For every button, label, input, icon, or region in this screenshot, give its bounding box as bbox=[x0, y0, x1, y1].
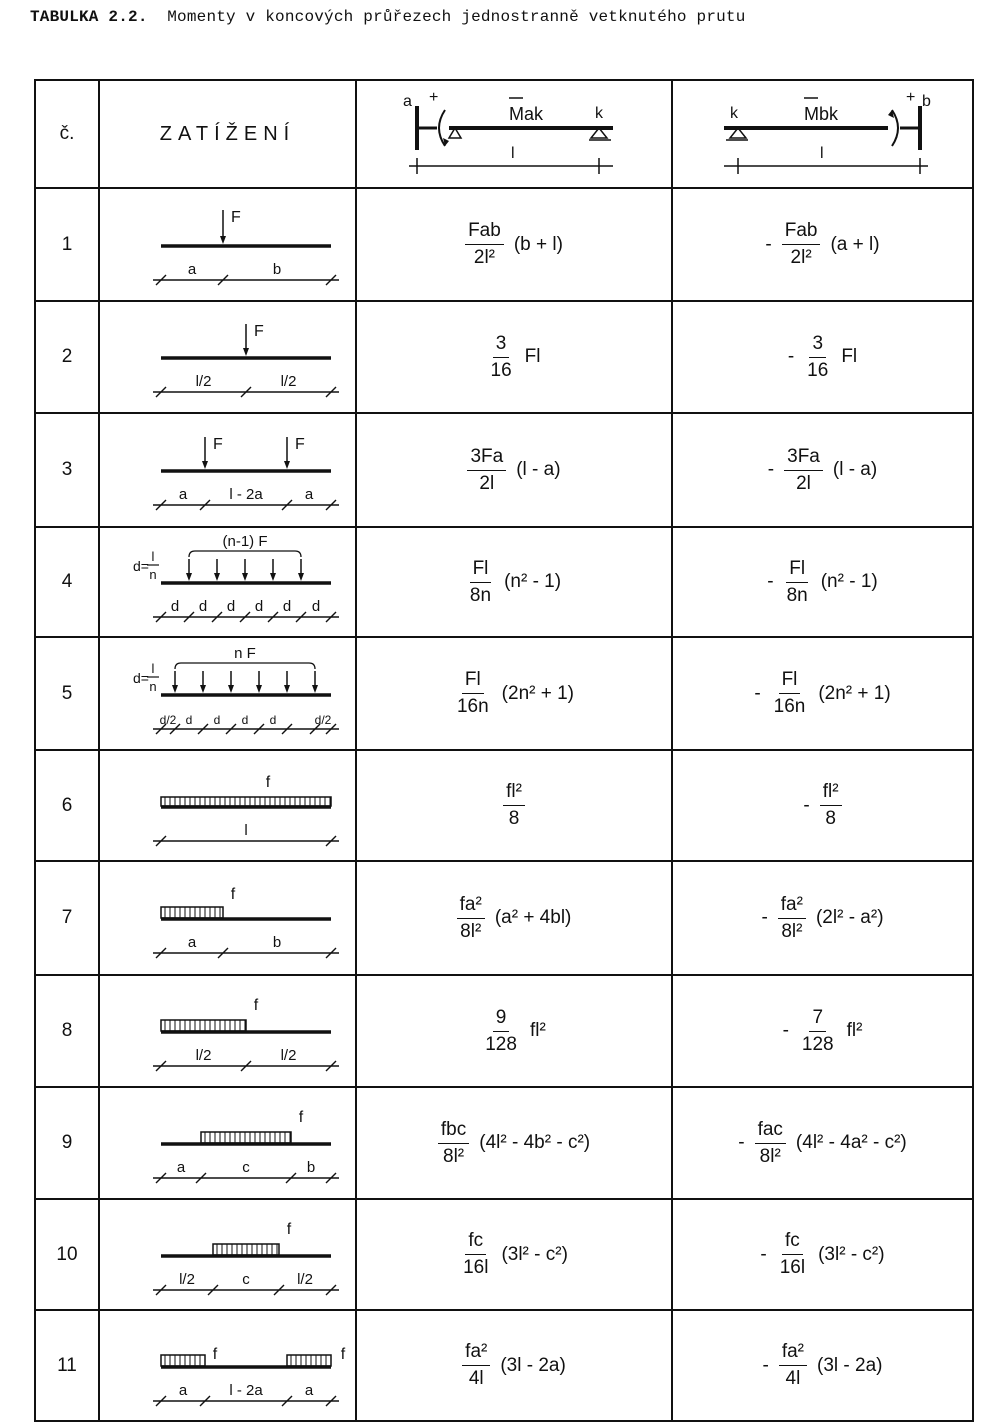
dimension-label: b bbox=[272, 934, 281, 951]
moment-bk bbox=[672, 861, 973, 975]
numerator: fa² bbox=[462, 1341, 490, 1366]
denominator: 8l² bbox=[460, 920, 482, 942]
arrow-head bbox=[214, 573, 220, 581]
label-k: k bbox=[729, 105, 738, 122]
label-l: l bbox=[511, 145, 515, 162]
label-moment-bk: Mbk bbox=[803, 104, 838, 124]
row-number: 1 bbox=[35, 188, 99, 301]
moment-bk bbox=[672, 301, 973, 413]
numerator: fc bbox=[782, 1230, 803, 1255]
factor: (l - a) bbox=[516, 459, 561, 480]
moment-formula bbox=[673, 1119, 972, 1168]
moment-formula bbox=[673, 220, 972, 269]
moment-formula bbox=[357, 1007, 671, 1056]
table-row bbox=[35, 1310, 973, 1421]
fraction bbox=[799, 1007, 837, 1056]
fraction bbox=[454, 669, 492, 718]
dimension-label: l bbox=[243, 821, 248, 839]
fraction bbox=[482, 1007, 520, 1056]
force-label: F bbox=[230, 208, 241, 226]
numerator: 9 bbox=[493, 1007, 510, 1032]
arrow-head bbox=[202, 461, 208, 469]
sign: - bbox=[803, 794, 810, 816]
sign: - bbox=[760, 1243, 767, 1265]
moment-formula bbox=[673, 669, 972, 718]
moment-formula bbox=[673, 894, 972, 943]
fraction bbox=[778, 894, 806, 943]
moment-formula bbox=[357, 669, 671, 718]
numerator: fl² bbox=[820, 781, 842, 806]
dimension-label: a bbox=[304, 486, 313, 503]
dimension-label: d bbox=[311, 598, 320, 615]
moment-bk bbox=[672, 1199, 973, 1310]
table-row bbox=[35, 413, 973, 527]
moment-ak bbox=[356, 637, 672, 750]
fraction bbox=[804, 333, 831, 382]
factor: (n² - 1) bbox=[820, 571, 878, 592]
moment-ak bbox=[356, 975, 672, 1087]
load-label: f bbox=[253, 997, 258, 1014]
load-case bbox=[99, 1199, 356, 1310]
moment-bk bbox=[672, 188, 973, 301]
fraction bbox=[771, 669, 809, 718]
moment-formula bbox=[673, 1341, 972, 1390]
denominator: 2l bbox=[479, 472, 495, 494]
moment-ak bbox=[356, 1199, 672, 1310]
arrow-head bbox=[243, 348, 249, 356]
fraction bbox=[820, 781, 842, 830]
factor: (3l² - c²) bbox=[818, 1243, 885, 1265]
row-number: 4 bbox=[35, 527, 99, 637]
moment-ak bbox=[356, 861, 672, 975]
moment-formula bbox=[357, 1341, 671, 1390]
table-row bbox=[35, 527, 973, 637]
caption-title: Momenty v koncových průřezech jednostranně vetknutého prutu bbox=[167, 8, 746, 26]
spacing-num: l bbox=[151, 549, 154, 564]
table-row bbox=[35, 750, 973, 861]
denominator: 2l bbox=[796, 472, 811, 494]
dimension-label: d bbox=[198, 598, 207, 615]
arrow-head bbox=[312, 685, 318, 693]
numerator: Fl bbox=[779, 669, 801, 694]
row-number: 5 bbox=[35, 637, 99, 750]
numerator: fa² bbox=[778, 894, 806, 919]
factor: (3l - 2a) bbox=[500, 1354, 566, 1376]
factor: (4l² - 4a² - c²) bbox=[795, 1132, 907, 1153]
dimension-label: d bbox=[282, 598, 291, 615]
numerator: fbc bbox=[438, 1119, 469, 1144]
moment-ak bbox=[356, 750, 672, 861]
load-diagram bbox=[123, 308, 333, 406]
table-row bbox=[35, 301, 973, 413]
numerator: fc bbox=[465, 1230, 486, 1255]
spacing-label: d= bbox=[132, 669, 149, 686]
denominator: 2l² bbox=[473, 247, 495, 268]
table-row bbox=[35, 975, 973, 1087]
moment-ak bbox=[356, 527, 672, 637]
dimension-label: l/2 bbox=[280, 1047, 296, 1064]
denominator: 8l² bbox=[443, 1145, 465, 1167]
dimension-label: a bbox=[304, 1381, 313, 1399]
denominator: 8n bbox=[786, 584, 808, 606]
numerator: 7 bbox=[809, 1007, 826, 1032]
fraction bbox=[755, 1119, 786, 1168]
moment-formula bbox=[673, 446, 972, 495]
moment-bk bbox=[672, 413, 973, 527]
dimension-label: d bbox=[185, 712, 192, 727]
moment-formula bbox=[673, 781, 972, 830]
dimension-label: l/2 bbox=[178, 1270, 195, 1288]
fraction bbox=[784, 446, 823, 495]
fraction bbox=[777, 1230, 808, 1279]
header-load: ZATÍŽENÍ bbox=[99, 80, 356, 188]
load-diagram bbox=[123, 1317, 345, 1415]
denominator: 128 bbox=[801, 1033, 834, 1055]
sign: - bbox=[761, 907, 768, 928]
label-plus: + bbox=[905, 89, 915, 106]
load-diagram bbox=[123, 1206, 333, 1304]
factor: (n² - 1) bbox=[504, 571, 562, 592]
dimension-label: d/2 bbox=[314, 712, 331, 727]
load-diagram bbox=[123, 1094, 333, 1192]
load-case bbox=[99, 188, 356, 301]
dimension-label: l/2 bbox=[195, 373, 211, 390]
load-case bbox=[99, 413, 356, 527]
sign: - bbox=[738, 1132, 745, 1153]
dimension-label: l - 2a bbox=[228, 1381, 263, 1399]
dimension-label: b bbox=[272, 260, 281, 278]
moment-formula bbox=[673, 1230, 972, 1279]
load-diagram bbox=[123, 982, 333, 1080]
dimension-label: d bbox=[213, 712, 220, 727]
numerator: fa² bbox=[457, 894, 485, 919]
load-diagram bbox=[123, 757, 333, 855]
row-number: 9 bbox=[35, 1087, 99, 1199]
denominator: 16n bbox=[773, 696, 806, 717]
factor: (4l² - 4b² - c²) bbox=[479, 1132, 591, 1153]
load-case bbox=[99, 861, 356, 975]
distributed-load-block bbox=[213, 1244, 279, 1255]
numerator: Fab bbox=[782, 220, 821, 245]
denominator: 8l² bbox=[781, 920, 803, 942]
denominator: 8l² bbox=[759, 1145, 781, 1167]
force-group-label: (n-1) F bbox=[222, 533, 267, 550]
label-l: l bbox=[819, 145, 824, 162]
sign: - bbox=[765, 233, 772, 255]
numerator: 3 bbox=[493, 333, 510, 358]
numerator: Fl bbox=[786, 558, 808, 583]
header-right-beam bbox=[672, 80, 973, 188]
distributed-load-block bbox=[161, 1355, 205, 1366]
factor: (3l² - c²) bbox=[501, 1243, 568, 1265]
row-number: 7 bbox=[35, 861, 99, 975]
dimension-label: c bbox=[241, 1159, 250, 1176]
numerator: Fl bbox=[462, 669, 484, 694]
arrow-head bbox=[220, 236, 226, 244]
table-row bbox=[35, 1199, 973, 1310]
load-case bbox=[99, 527, 356, 637]
load-group-brace bbox=[189, 551, 301, 557]
moment-ak bbox=[356, 301, 672, 413]
dimension-label: d/2 bbox=[159, 712, 176, 727]
denominator: 16 bbox=[807, 359, 829, 381]
moment-formula bbox=[357, 1230, 671, 1279]
load-diagram bbox=[123, 196, 333, 294]
dimension-label: l/2 bbox=[296, 1270, 313, 1288]
dimension-label: l/2 bbox=[280, 373, 296, 390]
moment-formula bbox=[357, 558, 671, 607]
spacing-den: n bbox=[148, 567, 157, 582]
dimension-label: a bbox=[187, 934, 196, 951]
denominator: 16l bbox=[463, 1257, 489, 1278]
dimension-label: b bbox=[306, 1159, 315, 1176]
fraction bbox=[460, 1230, 491, 1279]
caption-label: TABULKA 2.2. bbox=[30, 8, 148, 26]
table-row bbox=[35, 188, 973, 301]
spacing-den: n bbox=[148, 678, 157, 694]
force-group-label: n F bbox=[233, 644, 256, 662]
label-moment-ak: Mak bbox=[509, 104, 544, 124]
row-number: 2 bbox=[35, 301, 99, 413]
load-case bbox=[99, 975, 356, 1087]
arrow-head bbox=[270, 573, 276, 581]
moment-formula bbox=[357, 446, 671, 495]
moment-bk bbox=[672, 637, 973, 750]
dimension-label: a bbox=[187, 260, 196, 278]
header-num: č. bbox=[35, 80, 99, 188]
denominator: 4l bbox=[468, 1368, 484, 1389]
load-label: f bbox=[286, 1220, 291, 1238]
distributed-load-block bbox=[287, 1355, 331, 1366]
numerator: 3Fa bbox=[784, 446, 823, 471]
dimension-label: l - 2a bbox=[228, 486, 263, 503]
denominator: 16 bbox=[490, 359, 512, 381]
denominator: 8 bbox=[508, 808, 520, 829]
moment-formula bbox=[357, 333, 671, 382]
dimension-label: c bbox=[241, 1270, 250, 1288]
fraction bbox=[465, 220, 504, 269]
factor: Fl bbox=[841, 346, 858, 367]
row-number: 10 bbox=[35, 1199, 99, 1310]
sign: - bbox=[754, 682, 761, 704]
fraction bbox=[467, 558, 494, 607]
load-case bbox=[99, 637, 356, 750]
arrow-head bbox=[298, 573, 304, 581]
numerator: Fl bbox=[470, 558, 492, 583]
factor: fl² bbox=[846, 1020, 863, 1041]
arrow-head bbox=[228, 685, 234, 693]
table-row bbox=[35, 861, 973, 975]
force-label: F bbox=[212, 436, 223, 453]
arrow-head bbox=[256, 685, 262, 693]
moment-formula bbox=[673, 1007, 972, 1056]
arrow-head bbox=[186, 573, 192, 581]
dimension-label: a bbox=[178, 486, 187, 503]
fraction bbox=[467, 446, 506, 495]
sign: - bbox=[787, 346, 795, 367]
moment-ak bbox=[356, 1310, 672, 1421]
numerator: fl² bbox=[503, 781, 525, 806]
fraction bbox=[784, 558, 811, 607]
spacing-label: d= bbox=[132, 558, 149, 574]
load-case bbox=[99, 1087, 356, 1199]
sign: - bbox=[762, 1354, 769, 1376]
numerator: 3Fa bbox=[467, 446, 506, 471]
load-group-brace bbox=[175, 663, 315, 669]
row-number: 3 bbox=[35, 413, 99, 527]
denominator: 2l² bbox=[790, 247, 812, 268]
load-diagram bbox=[123, 869, 333, 967]
force-label: F bbox=[294, 436, 305, 453]
fraction bbox=[488, 333, 515, 382]
load-label: f bbox=[230, 886, 235, 903]
fraction bbox=[438, 1119, 469, 1168]
arrow-head bbox=[172, 685, 178, 693]
dimension-label: a bbox=[178, 1381, 187, 1399]
factor: (3l - 2a) bbox=[817, 1354, 883, 1376]
numerator: fa² bbox=[779, 1341, 807, 1366]
factor: (a² + 4bl) bbox=[494, 907, 572, 928]
numerator: Fab bbox=[465, 220, 504, 245]
sign: - bbox=[767, 571, 774, 592]
denominator: 8 bbox=[825, 808, 836, 829]
load-label: f bbox=[340, 1345, 345, 1363]
factor: (b + l) bbox=[513, 233, 563, 255]
load-label: f bbox=[298, 1109, 303, 1126]
load-case bbox=[99, 750, 356, 861]
label-b: b bbox=[921, 93, 931, 110]
fraction bbox=[782, 220, 821, 269]
denominator: 128 bbox=[485, 1033, 517, 1055]
load-label: f bbox=[212, 1345, 217, 1363]
load-diagram bbox=[123, 645, 333, 743]
row-number: 11 bbox=[35, 1310, 99, 1421]
distributed-load-block bbox=[161, 1020, 246, 1031]
numerator: 3 bbox=[809, 333, 826, 358]
moment-formula bbox=[673, 558, 972, 607]
label-a: a bbox=[403, 93, 412, 110]
arrow-head bbox=[200, 685, 206, 693]
factor: (l - a) bbox=[832, 459, 878, 480]
dimension-label: a bbox=[176, 1159, 185, 1176]
fraction bbox=[503, 781, 525, 830]
moment-formula bbox=[357, 894, 671, 943]
table-row bbox=[35, 1087, 973, 1199]
fraction bbox=[462, 1341, 490, 1390]
factor: Fl bbox=[524, 346, 541, 367]
arrow-head bbox=[242, 573, 248, 581]
moment-ak bbox=[356, 1087, 672, 1199]
label-k: k bbox=[595, 105, 603, 122]
denominator: 16n bbox=[456, 696, 489, 717]
denominator: 16l bbox=[779, 1257, 806, 1278]
load-diagram bbox=[123, 533, 333, 631]
moment-bk bbox=[672, 1310, 973, 1421]
load-case bbox=[99, 1310, 356, 1421]
force-label: F bbox=[253, 323, 264, 340]
load-case bbox=[99, 301, 356, 413]
moment-formula bbox=[357, 781, 671, 830]
fixed-right-beam-diagram bbox=[708, 88, 938, 180]
table-caption bbox=[30, 8, 746, 26]
moment-bk bbox=[672, 975, 973, 1087]
header-row bbox=[35, 80, 973, 188]
dimension-label: d bbox=[226, 598, 235, 615]
factor: fl² bbox=[529, 1020, 546, 1041]
sign: - bbox=[767, 459, 775, 480]
dimension-label: d bbox=[254, 598, 263, 615]
load-label: f bbox=[265, 773, 270, 791]
sign: - bbox=[782, 1020, 789, 1041]
dimension-label: l/2 bbox=[195, 1047, 211, 1064]
moment-formula bbox=[357, 220, 671, 269]
dimension-label: d bbox=[269, 712, 276, 727]
dimension-label: d bbox=[170, 598, 179, 615]
moment-formula bbox=[357, 1119, 671, 1168]
dimension-label: d bbox=[241, 712, 248, 727]
moment-formula bbox=[673, 333, 972, 382]
header-left-beam bbox=[356, 80, 672, 188]
fraction bbox=[779, 1341, 807, 1390]
load-diagram bbox=[123, 421, 333, 519]
moment-bk bbox=[672, 1087, 973, 1199]
table-row bbox=[35, 637, 973, 750]
arrow-head bbox=[284, 461, 290, 469]
moment-bk bbox=[672, 527, 973, 637]
factor: (2n² + 1) bbox=[501, 682, 575, 704]
factor: (2n² + 1) bbox=[818, 682, 891, 704]
fixed-left-beam-diagram bbox=[399, 88, 629, 180]
label-plus: + bbox=[429, 89, 439, 106]
denominator: 4l bbox=[785, 1368, 801, 1389]
moments-table bbox=[34, 79, 974, 1422]
factor: (a + l) bbox=[830, 233, 880, 255]
factor: (2l² - a²) bbox=[815, 907, 884, 928]
arrow-head bbox=[284, 685, 290, 693]
moment-ak bbox=[356, 413, 672, 527]
numerator: fac bbox=[755, 1119, 786, 1144]
denominator: 8n bbox=[469, 584, 492, 606]
fraction bbox=[457, 894, 485, 943]
row-number: 8 bbox=[35, 975, 99, 1087]
spacing-num: l bbox=[151, 660, 154, 676]
moment-bk bbox=[672, 750, 973, 861]
moment-ak bbox=[356, 188, 672, 301]
row-number: 6 bbox=[35, 750, 99, 861]
